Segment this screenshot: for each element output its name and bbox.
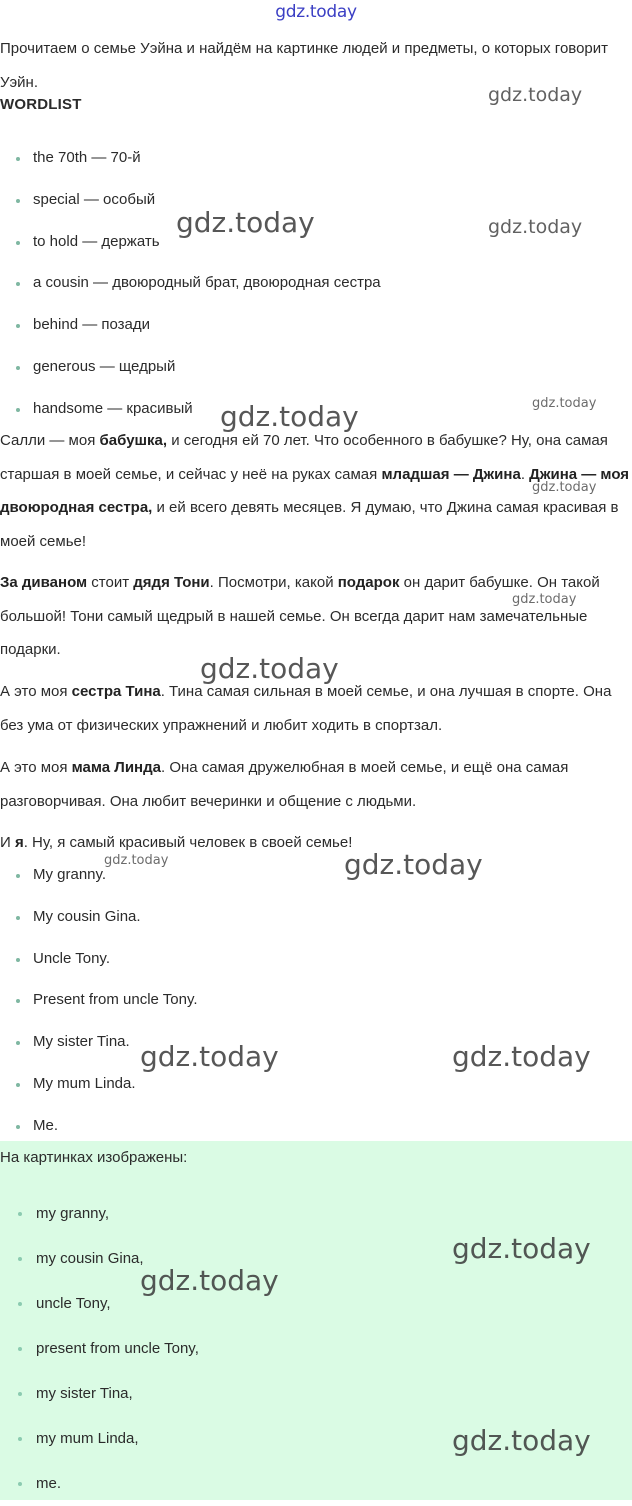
watermark: gdz.today xyxy=(200,652,339,685)
watermark: gdz.today xyxy=(452,1040,591,1073)
story-highlight: мама Линда xyxy=(71,759,161,776)
story-paragraph-granny xyxy=(0,424,632,558)
final-answer-title: На картинках изображены: xyxy=(0,1149,188,1166)
list-item: generous — щедрый xyxy=(0,346,600,388)
list-item: My sister Tina. xyxy=(0,1021,198,1063)
list-item: the 70th — 70-й xyxy=(0,137,600,179)
watermark: gdz.today xyxy=(220,400,359,433)
story-paragraph-sister xyxy=(0,675,632,742)
list-item: to hold — держать xyxy=(0,221,600,263)
story-text: . Ну, я самый красивый человек в своей семье! xyxy=(23,834,353,851)
story-paragraph-mum xyxy=(0,751,632,818)
list-item: special — особый xyxy=(0,179,600,221)
story-highlight: дядя Тони xyxy=(133,574,210,591)
list-item: present from uncle Tony, xyxy=(0,1326,199,1371)
wordlist-title: WORDLIST xyxy=(0,96,82,113)
story-text: . xyxy=(520,465,530,483)
story-highlight: подарок xyxy=(337,574,400,591)
watermark: gdz.today xyxy=(452,1424,591,1457)
list-item: Me. xyxy=(0,1105,198,1147)
story-text: . Она самая дружелюбная в моей семье, и ещё она самая разговорчивая. Она любит вечеринки и общение с людьми. xyxy=(0,759,569,810)
watermark: gdz.today xyxy=(532,480,597,495)
list-item: a cousin — двоюродный брат, двоюродная сестра xyxy=(0,262,600,304)
watermark: gdz.today xyxy=(176,206,315,239)
story-text: . Посмотри, какой xyxy=(209,574,338,591)
watermark: gdz.today xyxy=(488,84,583,106)
story-text: Салли — моя xyxy=(0,432,100,449)
story-text: он дарит бабушке. Он такой большой! Тони самый щедрый в нашей семье. Он всегда дарит нам замечательные подарки. xyxy=(0,574,600,658)
wordlist xyxy=(0,137,600,430)
story-text: А это моя xyxy=(0,759,72,776)
watermark: gdz.today xyxy=(104,853,169,868)
story-text: . Тина самая сильная в моей семье, и она лучшая в спорте. Она без ума от физических упражнений и любит ходить в спортзал. xyxy=(0,683,612,734)
story-paragraph-uncle xyxy=(0,566,632,667)
list-item: Uncle Tony. xyxy=(0,938,198,980)
watermark: gdz.today xyxy=(140,1040,279,1073)
story-highlight: младшая — Джина xyxy=(381,465,521,483)
story-text: стоит xyxy=(87,574,134,591)
story-text: А это моя xyxy=(0,683,72,700)
watermark: gdz.today xyxy=(452,1232,591,1265)
intro-text: Прочитаем о семье Уэйна и найдём на картинке людей и предметы, о которых говорит Уэйн. xyxy=(0,40,609,91)
list-item: My mum Linda. xyxy=(0,1063,198,1105)
list-item: behind — позади xyxy=(0,304,600,346)
story-highlight: Джина — моя двоюродная сестра, xyxy=(0,465,630,516)
list-item: My cousin Gina. xyxy=(0,896,198,938)
answer-list xyxy=(0,854,198,1147)
watermark: gdz.today xyxy=(344,848,483,881)
story-highlight: я xyxy=(14,834,24,851)
story-text: и сегодня ей 70 лет. Что особенного в бабушке? Ну, она самая старшая в моей семье, и сейчас у неё на руках самая xyxy=(0,432,608,483)
story-highlight: сестра Тина xyxy=(71,683,161,700)
site-logo[interactable]: gdz.today xyxy=(275,2,357,22)
story-text: и ей всего девять месяцев. Я думаю, что Джина самая красивая в моей семье! xyxy=(0,499,619,550)
watermark: gdz.today xyxy=(140,1264,279,1297)
list-item: uncle Tony, xyxy=(0,1281,199,1326)
watermark: gdz.today xyxy=(488,216,583,238)
watermark: gdz.today xyxy=(532,396,597,411)
list-item: My granny. xyxy=(0,854,198,896)
list-item: my cousin Gina, xyxy=(0,1236,199,1281)
list-item: my sister Tina, xyxy=(0,1371,199,1416)
final-answer-list xyxy=(0,1191,199,1506)
story-text: И xyxy=(0,834,15,851)
list-item: me. xyxy=(0,1461,199,1506)
list-item: Present from uncle Tony. xyxy=(0,979,198,1021)
watermark: gdz.today xyxy=(512,592,577,607)
story-highlight: бабушка, xyxy=(99,432,168,449)
story-highlight: За диваном xyxy=(0,574,88,591)
list-item: my granny, xyxy=(0,1191,199,1236)
list-item: my mum Linda, xyxy=(0,1416,199,1461)
final-answer-box xyxy=(0,1141,632,1500)
list-item: handsome — красивый xyxy=(0,388,600,430)
